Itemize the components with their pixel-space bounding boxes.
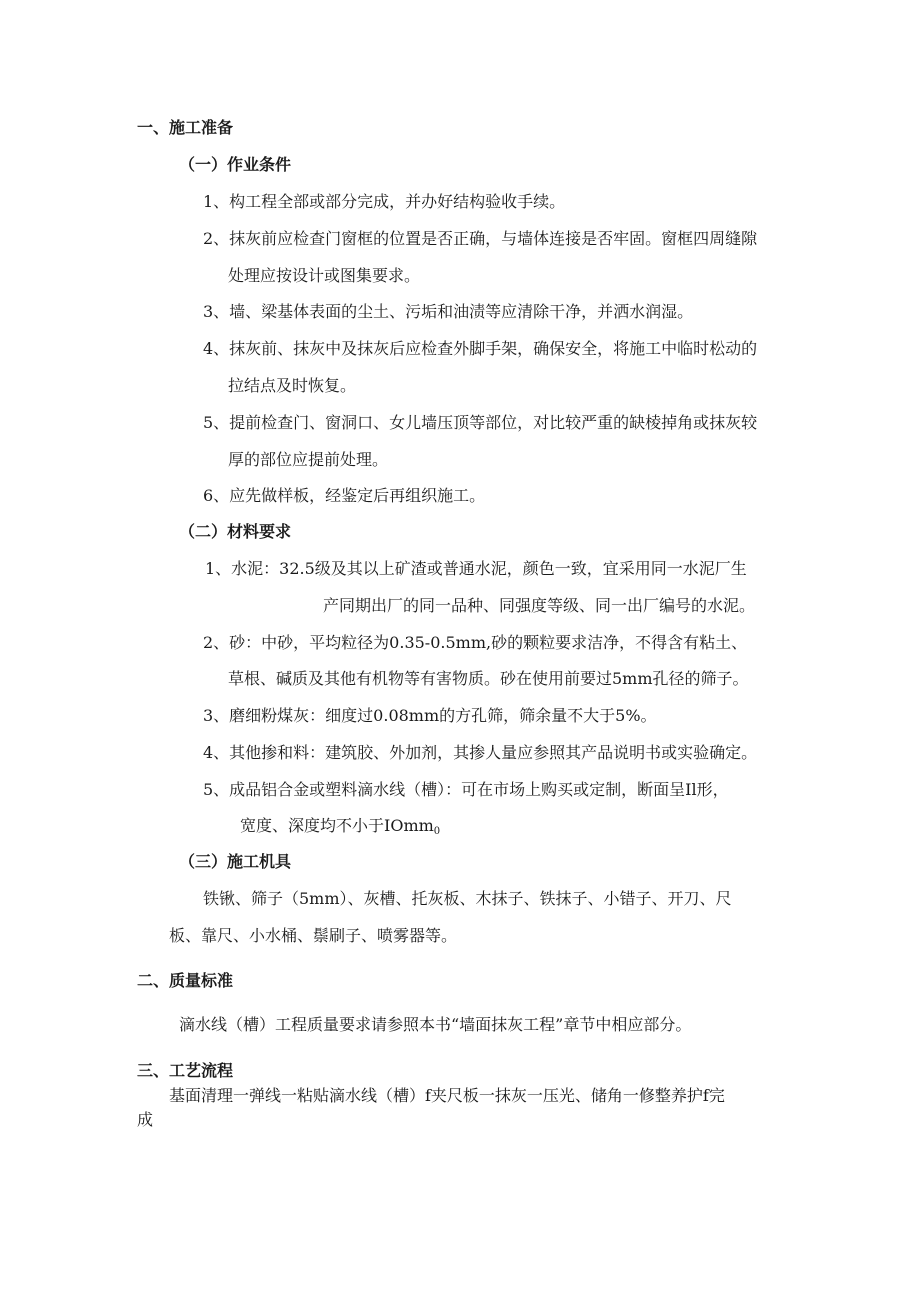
paragraph-line: 拉结点及时恢复。 bbox=[228, 376, 357, 395]
paragraph-line: 4、其他掺和料：建筑胶、外加剂，其掺人量应参照其产品说明书或实验确定。 bbox=[203, 743, 758, 762]
paragraph-line: 铁锹、筛子（5mm）、灰槽、托灰板、木抹子、铁抹子、小错子、开刀、尺 bbox=[203, 889, 732, 908]
paragraph-line: 6、应先做样板，经鉴定后再组织施工。 bbox=[203, 486, 486, 505]
section-3-title: 三、工艺流程 bbox=[137, 1061, 234, 1080]
paragraph-line: 处理应按设计或图集要求。 bbox=[228, 266, 421, 285]
paragraph-line: 板、靠尺、小水桶、鬃刷子、喷雾器等。 bbox=[169, 926, 458, 945]
paragraph-line: 5、提前检查门、窗洞口、女儿墙压顶等部位，对比较严重的缺棱掉角或抹灰较 bbox=[203, 413, 758, 432]
paragraph-line: 3、磨细粉煤灰：细度过0.08mm的方孔筛，筛余量不大于5%。 bbox=[203, 706, 657, 725]
paragraph-line: 4、抹灰前、抹灰中及抹灰后应检查外脚手架，确保安全，将施工中临时松动的 bbox=[203, 339, 758, 358]
paragraph-line: 成 bbox=[137, 1110, 154, 1129]
subsection-3-title: （三）施工机具 bbox=[179, 852, 292, 871]
paragraph-text: 宽度、深度均不小于IOmm bbox=[240, 816, 434, 835]
paragraph-line: 2、砂：中砂，平均粒径为0.35-0.5mm,砂的颗粒要求洁净，不得含有粘土、 bbox=[203, 633, 748, 652]
paragraph-line: 草根、碱质及其他有机物等有害物质。砂在使用前要过5mm孔径的筛子。 bbox=[228, 669, 749, 688]
subsection-2-title: （二）材料要求 bbox=[179, 522, 292, 541]
paragraph-line: 滴水线（槽）工程质量要求请参照本书“墙面抹灰工程”章节中相应部分。 bbox=[179, 1015, 692, 1034]
paragraph-line: 1、水泥：32.5级及其以上矿渣或普通水泥，颜色一致，宜采用同一水泥厂生 bbox=[205, 559, 747, 578]
paragraph-line: 1、构工程全部或部分完成，并办好结构验收手续。 bbox=[203, 192, 566, 211]
paragraph-line: 3、墙、梁基体表面的尘土、污垢和油渍等应清除干净，并洒水润湿。 bbox=[203, 302, 694, 321]
paragraph-line: 5、成品铝合金或塑料滴水线（槽）：可在市场上购买或定制，断面呈Il形， bbox=[203, 780, 729, 799]
paragraph-line: 基面清理一弹线一粘贴滴水线（槽）f夹尺板一抹灰一压光、储角一修整养护f完 bbox=[169, 1086, 725, 1105]
paragraph-line: 产同期出厂的同一品种、同强度等级、同一出厂编号的水泥。 bbox=[323, 596, 756, 615]
section-1-title: 一、施工准备 bbox=[137, 118, 234, 137]
subscript-mark: 0 bbox=[433, 826, 441, 837]
subsection-1-title: （一）作业条件 bbox=[179, 155, 292, 174]
paragraph-line bbox=[240, 816, 440, 842]
paragraph-line: 2、抹灰前应检查门窗框的位置是否正确，与墙体连接是否牢固。窗框四周缝隙 bbox=[203, 229, 758, 248]
paragraph-line: 厚的部位应提前处理。 bbox=[228, 450, 389, 469]
section-2-title: 二、质量标准 bbox=[137, 971, 234, 990]
